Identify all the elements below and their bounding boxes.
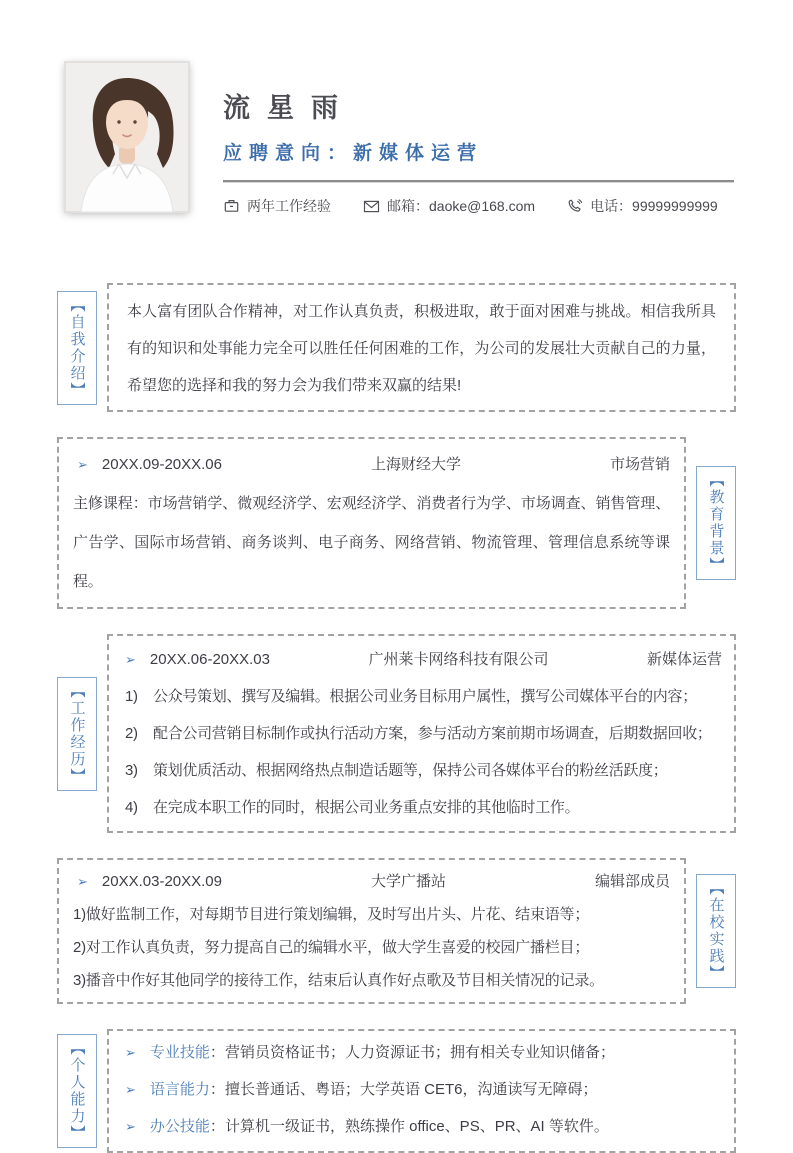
arrow-bullet-icon: ➢: [125, 1119, 136, 1134]
section-campus: [57, 858, 736, 1004]
resume-header: [0, 0, 793, 216]
education-courses: 主修课程：市场营销学、微观经济学、宏观经济学、消费者行为学、市场调查、销售管理、广告学、国际市场营销、商务谈判、电子商务、网络营销、物流管理、管理信息系统等课程。: [73, 495, 670, 590]
section-label-education: 【教育背景】: [696, 466, 736, 580]
campus-role: 编辑部成员: [594, 873, 670, 890]
work-item-text: 策划优质活动、根据网络热点制造话题等，保持公司各媒体平台的粉丝活跃度；: [153, 762, 668, 779]
work-item-number: 1): [125, 688, 138, 705]
work-item-number: 4): [125, 799, 138, 816]
colon-separator: ：: [209, 1044, 225, 1061]
skill-row: [121, 1040, 722, 1066]
work-role: 新媒体运营: [646, 651, 722, 668]
work-company: 广州莱卡网络科技有限公司: [368, 651, 549, 668]
education-header-row: [73, 445, 670, 484]
work-header-row: [121, 641, 722, 678]
campus-item: 2)对工作认真负责，努力提高自己的编辑水平，做大学生喜爱的校园广播栏目；: [73, 939, 590, 956]
work-item-text: 配合公司营销目标制作或执行活动方案，参与活动方案前期市场调查，后期数据回收；: [153, 725, 712, 742]
work-item-text: 在完成本职工作的同时，根据公司业务重点安排的其他临时工作。: [153, 799, 580, 816]
skill-category-label: 办公技能: [149, 1118, 210, 1135]
skill-category-label: 语言能力: [149, 1081, 210, 1098]
education-box: [57, 437, 686, 609]
self-intro-text: 本人富有团队合作精神，对工作认真负责，积极进取，敢于面对困难与挑战。相信我所具有的知识和处事能力完全可以胜任任何困难的工作，为公司的发展壮大贡献自己的力量，希望您的选择和我的努力会为我们带来双赢的结果!: [127, 303, 716, 394]
email-text: 邮箱：daoke@168.com: [387, 198, 536, 214]
phone-item: [567, 196, 718, 216]
section-education: [57, 437, 736, 609]
campus-header-row: [73, 865, 670, 898]
work-box: [107, 634, 736, 833]
work-item-number: 3): [125, 762, 138, 779]
header-divider: [223, 180, 734, 183]
skill-category-label: 专业技能: [149, 1044, 210, 1061]
job-intent: 应聘意向：新媒体运营: [223, 143, 484, 164]
work-item-text: 公众号策划、撰写及编辑。根据公司业务目标用户属性，撰写公司媒体平台的内容；: [153, 688, 697, 705]
education-major: 市场营销: [609, 456, 670, 473]
work-item: [121, 789, 722, 826]
briefcase-icon: [223, 198, 240, 214]
work-item: [121, 752, 722, 789]
section-skills: [57, 1029, 736, 1153]
skill-row: [121, 1114, 722, 1140]
skill-detail-text: 营销员资格证书；人力资源证书；拥有相关专业知识储备；: [224, 1044, 615, 1061]
skill-detail-text: 擅长普通话、粤语；大学英语 CET6，沟通读写无障碍；: [224, 1081, 598, 1098]
mail-icon: [363, 200, 380, 213]
section-label-work: 【工作经历】: [57, 677, 97, 791]
arrow-bullet-icon: ➢: [125, 1082, 136, 1097]
section-label-self-intro: 【自我介绍】: [57, 291, 97, 405]
work-item: [121, 715, 722, 752]
experience-item: [223, 196, 331, 216]
email-item: [363, 196, 535, 216]
arrow-bullet-icon: ➢: [125, 652, 136, 667]
skill-row: [121, 1077, 722, 1103]
campus-period: 20XX.03-20XX.09: [101, 873, 222, 890]
section-work: [57, 634, 736, 833]
profile-photo: [65, 62, 189, 212]
candidate-name: 流星雨: [223, 93, 355, 123]
work-period: 20XX.06-20XX.03: [149, 651, 270, 668]
self-intro-box: [107, 283, 736, 412]
phone-text: 电话：99999999999: [590, 198, 718, 214]
education-school: 上海财经大学: [370, 456, 461, 473]
campus-item: 3)播音中作好其他同学的接待工作，结束后认真作好点歌及节目相关情况的记录。: [73, 972, 604, 989]
phone-icon: [567, 198, 583, 214]
colon-separator: ：: [209, 1081, 225, 1098]
profile-photo-illustration: [65, 62, 189, 212]
education-period: 20XX.09-20XX.06: [101, 456, 222, 473]
campus-org: 大学广播站: [370, 873, 446, 890]
work-item: [121, 678, 722, 715]
section-label-campus: 【在校实践】: [696, 874, 736, 988]
section-self-intro: [57, 283, 736, 412]
arrow-bullet-icon: ➢: [125, 1045, 136, 1060]
campus-item: 1)做好监制工作，对每期节目进行策划编辑，及时写出片头、片花、结束语等；: [73, 906, 590, 923]
arrow-bullet-icon: ➢: [77, 874, 88, 889]
section-label-skills: 【个人能力】: [57, 1034, 97, 1148]
header-text-block: [223, 62, 734, 216]
skill-detail-text: 计算机一级证书，熟练操作 office、PS、PR、AI 等软件。: [224, 1118, 609, 1135]
campus-box: [57, 858, 686, 1004]
contact-row: [223, 196, 734, 216]
experience-text: 两年工作经验: [247, 198, 331, 214]
work-item-number: 2): [125, 725, 138, 742]
colon-separator: ：: [209, 1118, 225, 1135]
skills-box: [107, 1029, 736, 1153]
arrow-bullet-icon: ➢: [77, 457, 88, 472]
